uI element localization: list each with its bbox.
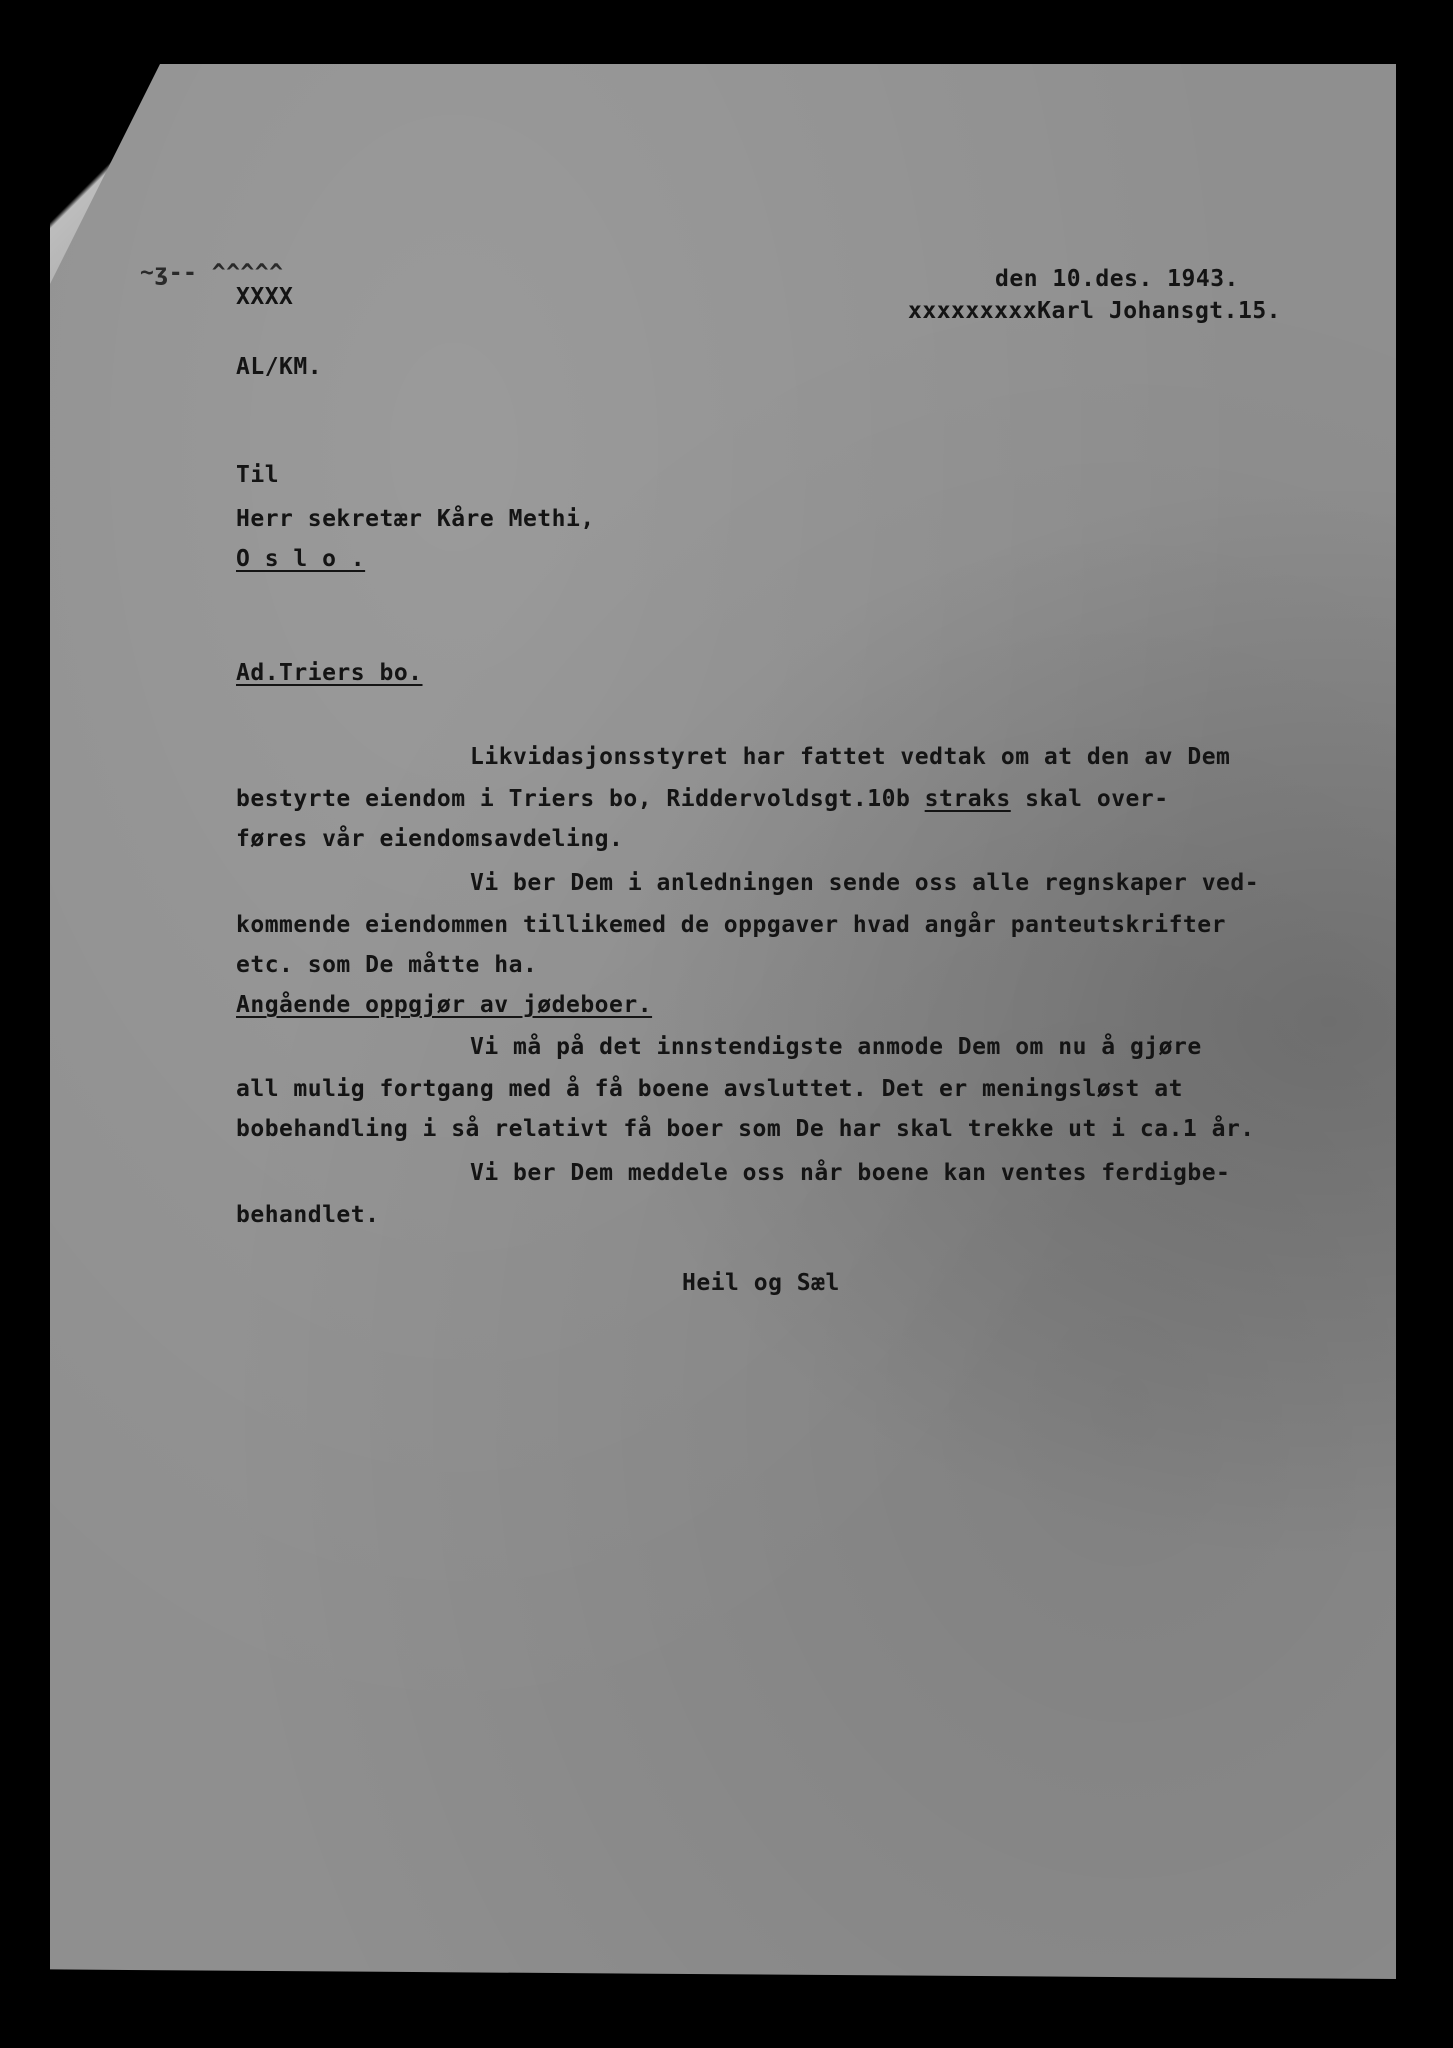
paragraph-1-line-3: føres vår eiendomsavdeling. — [236, 826, 624, 852]
paragraph-1-line-1: Likvidasjonsstyret har fattet vedtak om at den av Dem — [470, 744, 1231, 770]
paper-sheet — [50, 64, 1396, 1979]
paragraph-3-line-1: Vi må på det innstendigste anmode Dem om nu å gjøre — [470, 1034, 1202, 1060]
paragraph-2-line-1: Vi ber Dem i anledningen sende oss alle regnskaper ved- — [470, 870, 1260, 896]
letter-date: den 10.des. 1943. — [995, 266, 1239, 292]
paragraph-4-line-1: Vi ber Dem meddele oss når boene kan ventes ferdigbe- — [470, 1160, 1231, 1186]
recipient-city: O s l o . — [236, 546, 366, 572]
emphasis-straks: straks — [924, 786, 1011, 812]
paragraph-1-line-2 — [236, 788, 1169, 811]
recipient-name: Herr sekretær Kåre Methi, — [236, 506, 595, 532]
paragraph-3-line-2: all mulig fortgang med å få boene avsluttet. Det er meningsløst at — [236, 1076, 1183, 1102]
paragraph-4-line-2: behandlet. — [236, 1202, 380, 1228]
closing-salutation: Heil og Sæl — [682, 1270, 840, 1296]
paragraph-3-line-3: bobehandling i så relativt få boer som De har skal trekke ut i ca.1 år. — [236, 1116, 1255, 1142]
header-left-line-1: ~ʒ-- ^^^^^ — [140, 260, 284, 286]
paragraph-1-line-2-text: bestyrte eiendom i Triers bo, Riddervoldsgt.10b — [236, 786, 925, 812]
reference-code: AL/KM. — [236, 354, 323, 380]
sender-address: xxxxxxxxxKarl Johansgt.15. — [908, 298, 1282, 324]
letter-subject: Ad.Triers bo. — [236, 660, 423, 686]
header-left-line-2: XXXX — [236, 284, 294, 310]
paragraph-1-line-2-end: skal over- — [1010, 786, 1169, 812]
paragraph-2-line-2: kommende eiendommen tillikemed de oppgaver hvad angår panteutskrifter — [236, 912, 1226, 938]
subheading: Angående oppgjør av jødeboer. — [236, 992, 653, 1018]
recipient-to: Til — [236, 462, 280, 488]
paragraph-2-line-3: etc. som De måtte ha. — [236, 952, 538, 978]
